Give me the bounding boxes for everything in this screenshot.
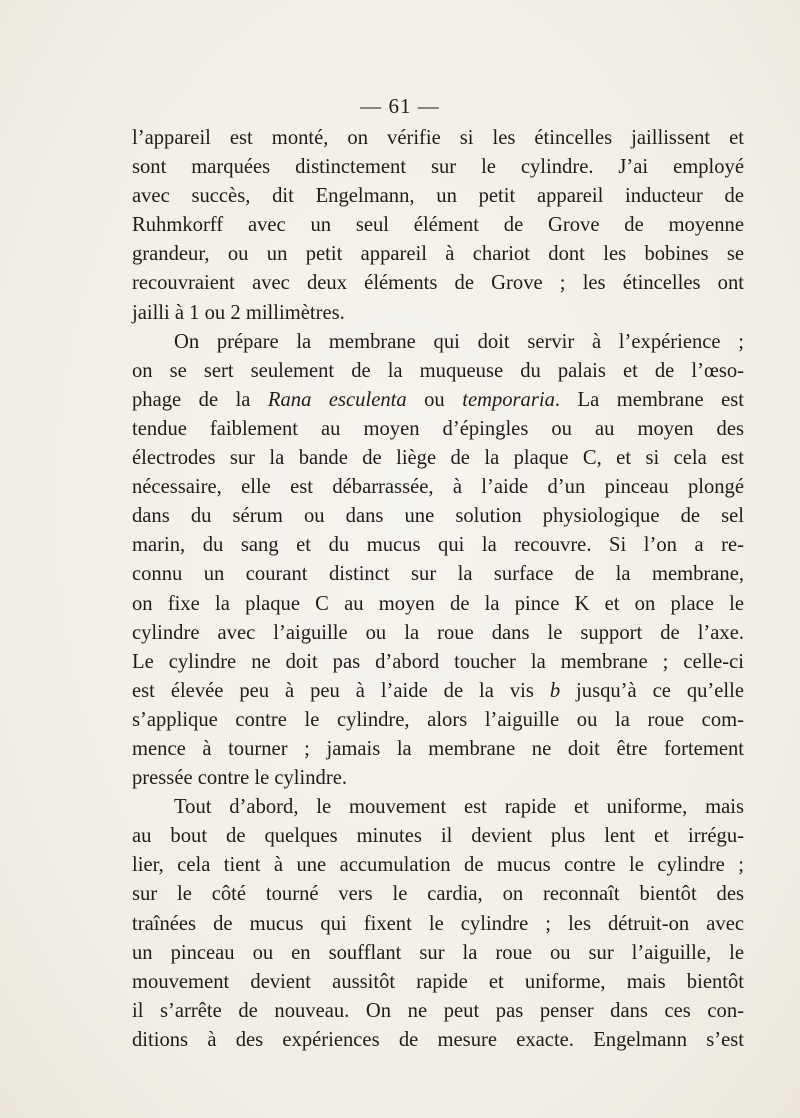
text-line <box>132 357 744 386</box>
italic-text: b <box>549 679 561 702</box>
text-line <box>132 851 744 880</box>
text-line <box>132 968 744 997</box>
text-segment: nécessaire, elle est débarrassée, à l’aide d’un pinceau plongé <box>132 476 744 499</box>
text-segment: jailli à 1 ou 2 millimètres. <box>132 301 345 324</box>
text-line <box>132 415 744 444</box>
text-segment: dans du sérum ou dans une solution physiologique de sel <box>132 505 744 528</box>
text-line <box>132 735 744 764</box>
text-line <box>132 182 744 211</box>
text-segment: au bout de quelques minutes il devient plus lent et irrégu- <box>132 825 744 848</box>
text-segment: est élevée peu à peu à l’aide de la vis <box>132 679 550 702</box>
text-line <box>132 153 744 182</box>
body-text <box>132 124 744 1055</box>
text-segment: marin, du sang et du mucus qui la recouvre. Si l’on a re- <box>132 534 744 557</box>
text-line <box>132 590 744 619</box>
text-line <box>132 997 744 1026</box>
text-line <box>132 269 744 298</box>
text-segment: ditions à des expériences de mesure exacte. Engelmann s’est <box>132 1028 744 1051</box>
text-segment: on fixe la plaque C au moyen de la pince K et on place le <box>132 592 744 615</box>
text-line <box>132 706 744 735</box>
italic-text: temporaria <box>462 388 555 411</box>
text-segment: grandeur, ou un petit appareil à chariot dont les bobines se <box>132 243 744 266</box>
text-segment: s’applique contre le cylindre, alors l’aiguille ou la roue com- <box>132 708 744 731</box>
text-line <box>132 764 744 793</box>
text-segment: lier, cela tient à une accumulation de mucus contre le cylindre ; <box>132 854 744 877</box>
text-segment: cylindre avec l’aiguille ou la roue dans le support de l’axe. <box>132 621 744 644</box>
text-segment: pressée contre le cylindre. <box>132 767 347 790</box>
paragraph <box>132 328 744 794</box>
text-line <box>132 444 744 473</box>
text-line <box>132 822 744 851</box>
text-line <box>132 502 744 531</box>
text-segment: Le cylindre ne doit pas d’abord toucher la membrane ; celle-ci <box>132 650 744 673</box>
text-line <box>132 677 744 706</box>
text-segment: on se sert seulement de la muqueuse du palais et de l’œso- <box>132 359 744 382</box>
text-line <box>132 211 744 240</box>
text-line <box>132 648 744 677</box>
text-segment: recouvraient avec deux éléments de Grove ; les étincelles ont <box>132 272 744 295</box>
text-line <box>132 910 744 939</box>
text-segment: mouvement devient aussitôt rapide et uniforme, mais bientôt <box>132 970 744 993</box>
text-line <box>132 328 744 357</box>
text-segment: phage de la <box>132 388 268 411</box>
text-segment: On prépare la membrane qui doit servir à l’expérience ; <box>174 330 744 353</box>
text-line <box>132 619 744 648</box>
text-segment: ou <box>406 388 463 411</box>
page-number: — 61 — <box>360 94 440 118</box>
text-segment: sont marquées distinctement sur le cylindre. J’ai employé <box>132 156 744 179</box>
text-segment: sur le côté tourné vers le cardia, on reconnaît bientôt des <box>132 883 744 906</box>
italic-text: Rana esculenta <box>267 388 407 411</box>
text-segment: électrodes sur la bande de liège de la plaque C, et si cela est <box>132 447 744 470</box>
text-line <box>132 299 744 328</box>
paragraph <box>132 124 744 328</box>
text-line <box>132 1026 744 1055</box>
text-segment: un pinceau ou en soufflant sur la roue ou sur l’aiguille, le <box>132 941 744 964</box>
text-segment: jusqu’à ce qu’elle <box>560 679 745 702</box>
text-segment: avec succès, dit Engelmann, un petit appareil inducteur de <box>132 185 744 208</box>
text-segment: l’appareil est monté, on vérifie si les étincelles jaillissent et <box>132 127 744 149</box>
text-segment: connu un courant distinct sur la surface de la membrane, <box>132 563 744 586</box>
text-segment: tendue faiblement au moyen d’épingles ou au moyen des <box>132 417 744 440</box>
text-line <box>132 939 744 968</box>
text-line <box>132 531 744 560</box>
text-line <box>132 560 744 589</box>
text-segment: . La membrane est <box>554 388 744 411</box>
text-line <box>132 240 744 269</box>
text-segment: il s’arrête de nouveau. On ne peut pas penser dans ces con- <box>132 999 744 1022</box>
paragraph <box>132 793 744 1055</box>
text-segment: mence à tourner ; jamais la membrane ne doit être fortement <box>132 737 744 760</box>
text-line <box>132 880 744 909</box>
text-segment: traînées de mucus qui fixent le cylindre ; les détruit-on avec <box>132 912 744 935</box>
text-line <box>132 386 744 415</box>
text-line <box>132 124 744 153</box>
text-segment: Tout d’abord, le mouvement est rapide et uniforme, mais <box>174 796 744 819</box>
text-line <box>132 793 744 822</box>
text-line <box>132 473 744 502</box>
text-segment: Ruhmkorff avec un seul élément de Grove de moyenne <box>132 214 744 237</box>
